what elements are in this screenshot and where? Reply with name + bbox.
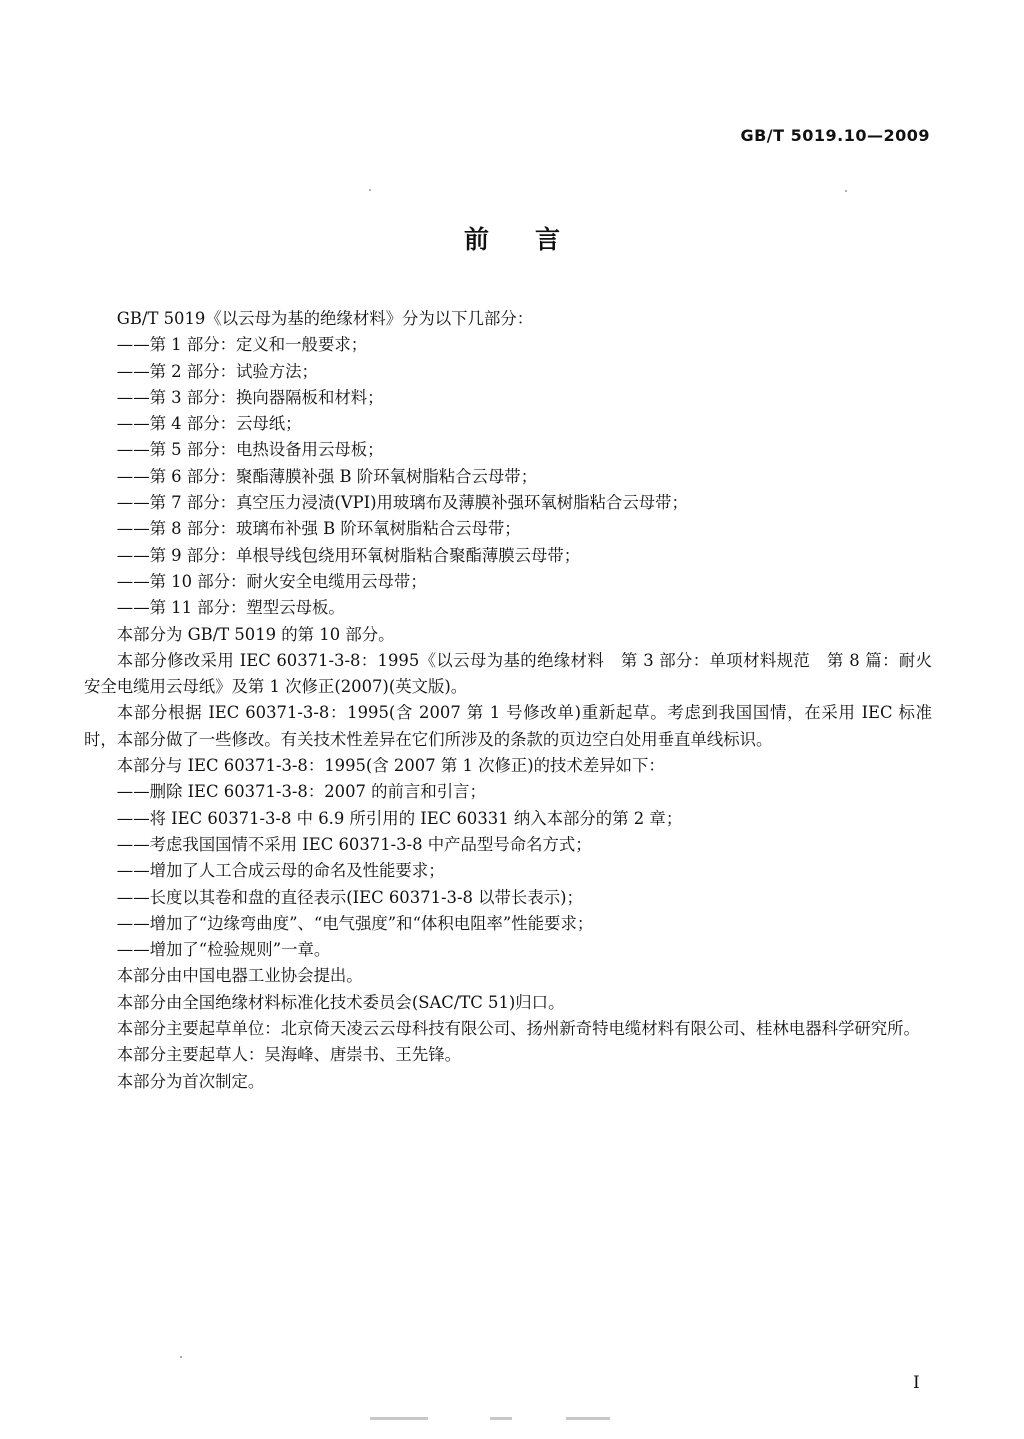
drafters-statement: 本部分主要起草人：吴海峰、唐崇书、王先锋。 (116, 1045, 461, 1065)
standard-code: GB/T 5019.10—2009 (740, 126, 930, 145)
list-item: ——第 2 部分：试验方法； (116, 361, 318, 381)
scan-speck (180, 1356, 182, 1358)
proposed-by-statement: 本部分由中国电器工业协会提出。 (116, 966, 363, 986)
drafting-units-statement: 本部分主要起草单位：北京倚天凌云云母科技有限公司、扬州新奇特电缆材料有限公司、桂林电器科学研究所。 (116, 1019, 920, 1039)
list-item: ——第 7 部分：真空压力浸渍(VPI)用玻璃布及薄膜补强环氧树脂粘合云母带； (116, 493, 688, 513)
differences-intro: 本部分与 IEC 60371-3-8：1995(含 2007 第 1 次修正)的技术差异如下： (116, 756, 665, 776)
list-item: ——考虑我国国情不采用 IEC 60371-3-8 中产品型号命名方式； (116, 834, 592, 854)
list-item: ——第 8 部分：玻璃布补强 B 阶环氧树脂粘合云母带； (116, 519, 521, 539)
list-item: ——第 10 部分：耐火安全电缆用云母带； (116, 571, 427, 591)
list-item: ——第 9 部分：单根导线包绕用环氧树脂粘合聚酯薄膜云母带； (116, 545, 581, 565)
list-item: ——将 IEC 60371-3-8 中 6.9 所引用的 IEC 60331 纳入本部分的第 2 章； (116, 808, 683, 828)
parts-intro: GB/T 5019《以云母为基的绝缘材料》分为以下几部分： (116, 309, 534, 328)
administered-by-statement: 本部分由全国绝缘材料标准化技术委员会(SAC/TC 51)归口。 (116, 992, 565, 1012)
list-item: ——增加了“检验规则”一章。 (116, 940, 331, 960)
page-number: I (913, 1373, 920, 1393)
list-item: ——增加了“边缘弯曲度”、“电气强度”和“体积电阻率”性能要求； (116, 913, 594, 933)
this-part-statement: 本部分为 GB/T 5019 的第 10 部分。 (116, 624, 395, 644)
list-item: ——第 6 部分：聚酯薄膜补强 B 阶环氧树脂粘合云母带； (116, 466, 538, 486)
list-item: ——第 11 部分：塑型云母板。 (116, 598, 345, 618)
list-item: ——第 3 部分：换向器隔板和材料； (116, 387, 384, 407)
list-item: ——第 5 部分：电热设备用云母板； (116, 440, 384, 460)
scan-speck (845, 190, 847, 192)
list-item: ——长度以其卷和盘的直径表示(IEC 60371-3-8 以带长表示)； (116, 887, 583, 907)
adoption-statement: 本部分修改采用 IEC 60371-3-8：1995《以云母为基的绝缘材料 第 3 部分：单项材料规范 第 8 篇：耐火安全电缆用云母纸》及第 1 次修正(2007)(英文版)。 (84, 650, 932, 697)
list-item: ——第 1 部分：定义和一般要求； (116, 335, 368, 355)
first-issue-statement: 本部分为首次制定。 (116, 1071, 265, 1091)
redraft-statement: 本部分根据 IEC 60371-3-8：1995(含 2007 第 1 号修改单)重新起草。考虑到我国国情，在采用 IEC 标准时，本部分做了一些修改。有关技术性差异在它们所涉及的条款的页边空白处用垂直单线标识。 (84, 703, 932, 749)
list-item: ——第 4 部分：云母纸； (116, 414, 302, 434)
foreword-body (84, 306, 932, 1095)
scan-speck (369, 189, 371, 191)
faint-footer-marks (370, 1414, 610, 1424)
list-item: ——删除 IEC 60371-3-8：2007 的前言和引言； (116, 782, 486, 802)
page-title: 前言 (463, 225, 606, 254)
list-item: ——增加了人工合成云母的命名及性能要求； (116, 861, 445, 881)
